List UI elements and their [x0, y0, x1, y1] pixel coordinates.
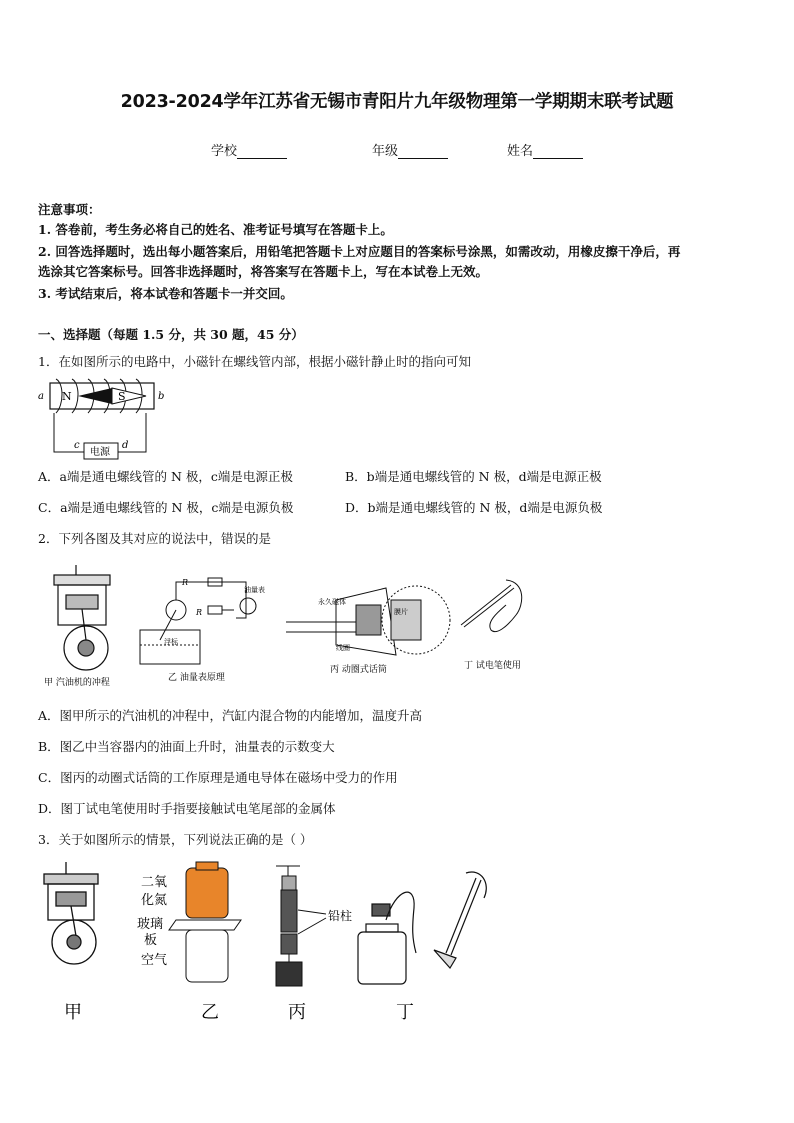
q1-circuit-figure [34, 375, 174, 465]
label-b: b [158, 391, 165, 402]
label-air: 空气 [141, 953, 168, 968]
q2-option-d[interactable]: D．图丁试电笔使用时手指要接触试电笔尾部的金属体 [38, 801, 336, 816]
label-glass-2: 板 [144, 933, 158, 948]
q1-option-b[interactable]: B．b端是通电螺线管的 N 极，d端是电源正极 [345, 469, 602, 484]
name-label: 姓名 [507, 144, 534, 159]
notes-heading: 注意事项： [38, 202, 101, 217]
q2-option-c[interactable]: C．图丙的动圈式话筒的工作原理是通电导体在磁场中受力的作用 [38, 770, 398, 785]
q3-label-jia: 甲 [64, 1002, 82, 1023]
fig-R1: R [182, 578, 189, 587]
label-S: S [118, 390, 126, 403]
page-title: 2023-2024学年江苏省无锡市青阳片九年级物理第一学期期末联考试题 [120, 92, 674, 112]
grade-field [372, 140, 448, 159]
school-label: 学校 [211, 144, 238, 159]
q1-stem: 1．在如图所示的电路中，小磁针在螺线管内部，根据小磁针静止时的指向可知 [38, 354, 471, 369]
coil-turn [72, 379, 78, 413]
note-item: 1. 答卷前，考生务必将自己的姓名、准考证号填写在答题卡上。 [38, 222, 393, 237]
q2-option-a[interactable]: A．图甲所示的汽油机的冲程中，汽缸内混合物的内能增加，温度升高 [38, 708, 423, 723]
fig-float: 浮标 [164, 638, 178, 646]
note-item: 2. 回答选择题时，选出每小题答案后，用铅笔把答题卡上对应题目的答案标号涂黑，如需改动，用橡皮擦干净后，再 [38, 244, 681, 259]
fig-jia-caption: 甲 汽油机的冲程 [44, 678, 110, 688]
bottle-pump [358, 872, 486, 984]
fig-magnet: 永久磁体 [318, 598, 346, 606]
label-c: c [74, 440, 80, 451]
grade-label: 年级 [372, 144, 399, 159]
fig-coil: 线圈 [336, 644, 350, 652]
label-N: N [62, 390, 72, 403]
q3-label-yi: 乙 [201, 1002, 219, 1023]
glass-plate [169, 920, 241, 930]
label-d: d [122, 440, 129, 451]
fig-yi-caption: 乙 油量表原理 [168, 673, 225, 683]
fig-oil-meter: 油量表 [244, 586, 265, 594]
label-no2-1: 二氧 [141, 875, 168, 890]
test-pencil-figure [461, 580, 522, 632]
q3-label-bing: 丙 [288, 1002, 306, 1023]
name-field [507, 140, 583, 159]
label-lead: 铅柱 [328, 909, 353, 923]
note-item: 3. 考试结束后，将本试卷和答题卡一并交回。 [38, 286, 293, 301]
no2-jar [186, 868, 228, 918]
fig-R2: R [196, 608, 203, 617]
note-item: 选涂其它答案标号。回答非选择题时，将答案写在答题卡上，写在本试卷上无效。 [38, 264, 489, 279]
fig-ding-caption: 丁 试电笔使用 [464, 661, 521, 671]
school-blank[interactable] [237, 145, 287, 159]
fig-diaphragm: 膜片 [394, 608, 408, 616]
q3-figures [36, 858, 496, 1028]
engine-figure [54, 565, 110, 670]
q1-option-d[interactable]: D．b端是通电螺线管的 N 极，d端是电源负极 [345, 500, 603, 515]
needle-north [78, 388, 112, 404]
label-glass-1: 玻璃 [137, 917, 164, 932]
school-field [211, 140, 287, 159]
air-jar [186, 930, 228, 982]
q2-figures [36, 560, 556, 690]
no2-jar-neck [196, 862, 218, 870]
q1-option-a[interactable]: A．a端是通电螺线管的 N 极，c端是电源正极 [38, 469, 293, 484]
q2-stem: 2．下列各图及其对应的说法中，错误的是 [38, 531, 271, 546]
grade-blank[interactable] [398, 145, 448, 159]
microphone-figure [286, 586, 450, 655]
q2-option-b[interactable]: B．图乙中当容器内的油面上升时，油量表的示数变大 [38, 739, 335, 754]
q3-stem: 3．关于如图所示的情景，下列说法正确的是（ ） [38, 832, 313, 847]
label-no2-2: 化氮 [141, 893, 168, 908]
q3-engine [44, 862, 98, 964]
section-heading: 一、选择题（每题 1.5 分，共 30 题，45 分） [38, 327, 304, 342]
name-blank[interactable] [533, 145, 583, 159]
label-power: 电源 [90, 447, 110, 458]
fig-bing-caption: 丙 动圈式话筒 [330, 665, 387, 675]
q1-option-c[interactable]: C．a端是通电螺线管的 N 极，c端是电源负极 [38, 500, 294, 515]
oil-gauge-figure [140, 578, 256, 664]
label-a: a [38, 391, 44, 402]
q3-label-ding: 丁 [396, 1002, 414, 1023]
lead-cylinders [276, 866, 326, 986]
